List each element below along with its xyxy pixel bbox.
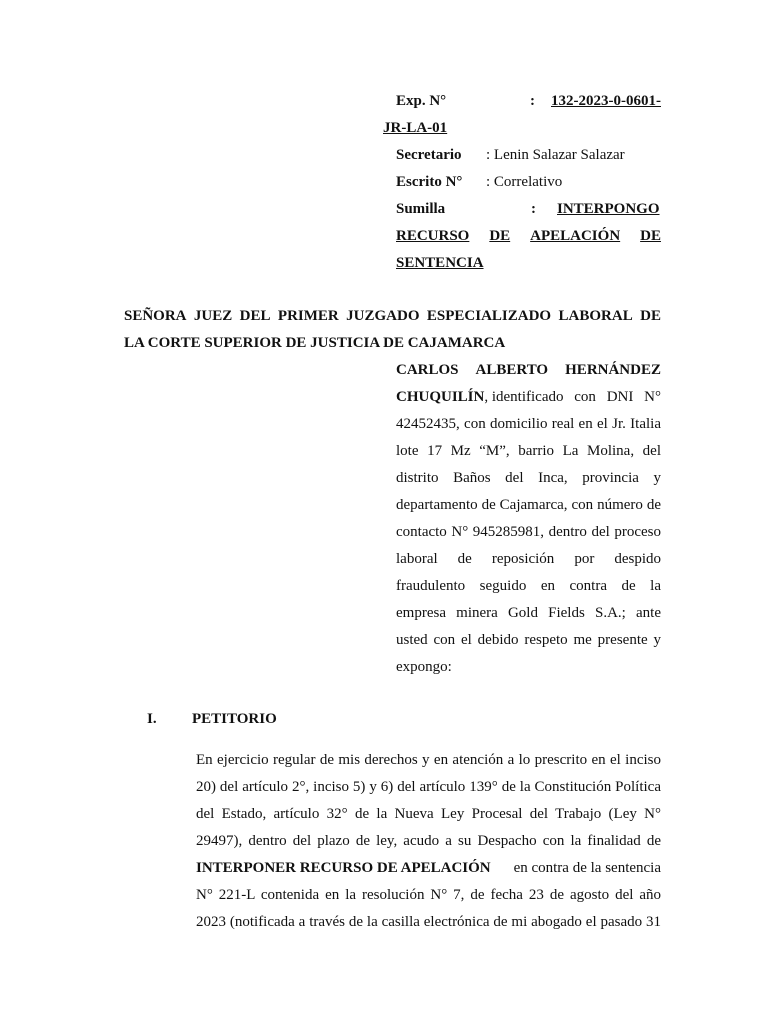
addressee-word: PRIMER (277, 308, 339, 324)
petitioner-line: fraudulento seguido en contra de la (396, 578, 661, 594)
petitioner-surname: CHUQUILÍN (396, 389, 485, 405)
petitioner-line: lote 17 Mz “M”, barrio La Molina, del (396, 443, 661, 459)
secretario-value: : Lenin Salazar Salazar (486, 147, 625, 163)
section-number: I. (147, 711, 157, 727)
exp-label: Exp. N° (396, 93, 447, 109)
sumilla-colon: : (531, 201, 536, 217)
petitioner-name-word: HERNÁNDEZ (565, 362, 661, 378)
body-line: 20) del artículo 2°, inciso 5) y 6) del artículo 139° de la Constitución Política (196, 779, 661, 795)
sumilla-line1: INTERPONGO (557, 201, 660, 217)
sumilla-word: RECURSO (396, 228, 470, 244)
petitioner-last-line: expongo: (396, 659, 452, 675)
exp-colon: : (530, 93, 535, 109)
petitioner-word: , identificado (484, 389, 564, 405)
addressee-word: ESPECIALIZADO (426, 308, 552, 324)
petitioner-line: empresa minera Gold Fields S.A.; ante (396, 605, 661, 621)
addressee-word: SEÑORA (124, 308, 187, 324)
sumilla-word: DE (640, 228, 661, 244)
body-line: del Estado, artículo 32° de la Nueva Ley Procesal del Trabajo (Ley N° (196, 806, 661, 822)
addressee-word: DEL (239, 308, 271, 324)
petitioner-name-word: ALBERTO (475, 362, 549, 378)
sumilla-line2 (396, 226, 661, 246)
petitioner-line: laboral de reposición por despido (396, 551, 661, 567)
petitioner-segment (396, 387, 564, 407)
petitioner-word: DNI (606, 389, 634, 405)
body-bold-phrase: INTERPONER RECURSO DE APELACIÓN (196, 860, 491, 876)
exp-value-line1: 132-2023-0-0601- (551, 93, 661, 109)
section-title: PETITORIO (192, 711, 277, 727)
sumilla-word: DE (489, 228, 511, 244)
petitioner-line: departamento de Cajamarca, con número de (396, 497, 661, 513)
addressee-word: DE (640, 308, 661, 324)
petitioner-line: usted con el debido respeto me presente y (396, 632, 661, 648)
petitioner-line: contacto N° 945285981, dentro del proceso (396, 524, 661, 540)
petitioner-line1 (396, 360, 661, 380)
sumilla-label: Sumilla (396, 201, 446, 217)
petitioner-line: distrito Baños del Inca, provincia y (396, 470, 661, 486)
petitioner-word: N° (644, 389, 661, 405)
addressee-word: LABORAL (558, 308, 633, 324)
petitioner-line2 (396, 387, 661, 407)
sumilla-word: APELACIÓN (530, 228, 621, 244)
body-line: 2023 (notificada a través de la casilla electrónica de mi abogado el pasado 31 (196, 914, 661, 930)
body-line: 29497), dentro del plazo de ley, acudo a su Despacho con la finalidad de (196, 833, 661, 849)
sumilla-line3: SENTENCIA (396, 255, 484, 271)
body-line: En ejercicio regular de mis derechos y en atención a lo prescrito en el inciso (196, 752, 661, 768)
body-bold-line-rest: en contra de la sentencia (513, 860, 661, 876)
addressee-word: JUEZ (193, 308, 233, 324)
addressee-word: JUZGADO (346, 308, 420, 324)
exp-value-line2: JR-LA-01 (383, 120, 448, 136)
escrito-value: : Correlativo (486, 174, 563, 190)
addressee-line1 (124, 306, 661, 326)
body-bold-line (196, 858, 661, 878)
petitioner-word: con (574, 389, 596, 405)
petitioner-line: 42452435, con domicilio real en el Jr. Italia (396, 416, 661, 432)
escrito-label: Escrito N° (396, 174, 463, 190)
addressee-line2: LA CORTE SUPERIOR DE JUSTICIA DE CAJAMARCA (124, 335, 506, 351)
secretario-label: Secretario (396, 147, 462, 163)
body-line: N° 221-L contenida en la resolución N° 7, de fecha 23 de agosto del año (196, 887, 661, 903)
petitioner-name-word: CARLOS (396, 362, 459, 378)
